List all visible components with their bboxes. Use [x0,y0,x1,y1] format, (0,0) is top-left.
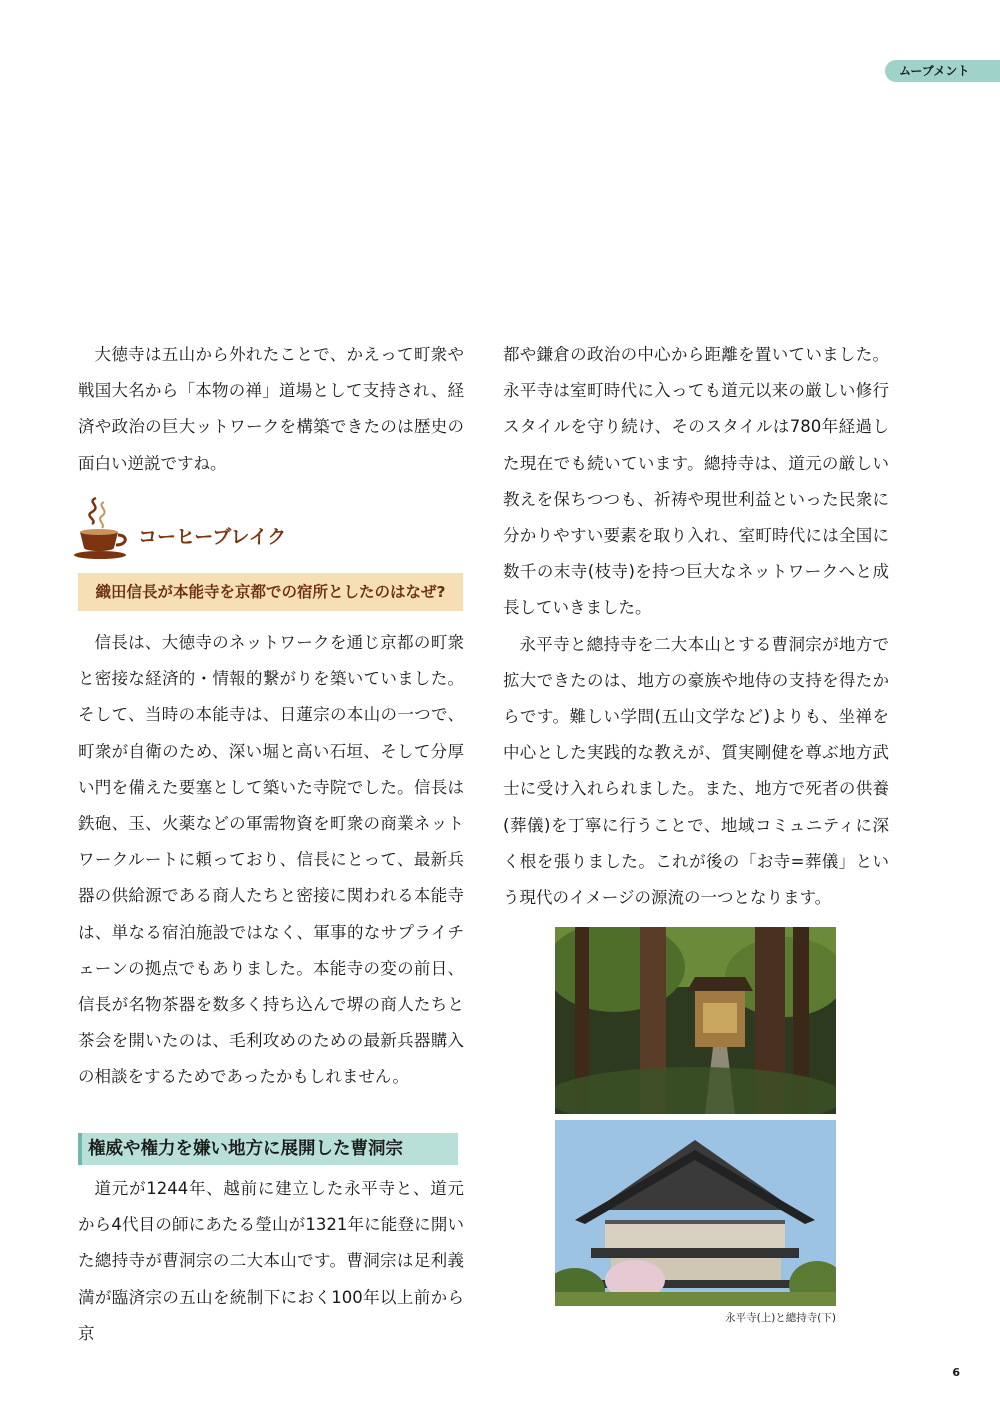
section-text [78,1171,464,1352]
answer-paragraph: 信長は、大徳寺のネットワークを通じ京都の町衆と密接な経済的・情報的繋がりを築いていました。そして、当時の本能寺は、日蓮宗の本山の一つで、町衆が自衛のため、深い堀と高い石垣、そして分厚い門を備えた要塞として築いた寺院でした。信長は鉄砲、玉、火薬などの軍需物資を町衆の商業ネットワークルートに頼っており、信長にとって、最新兵器の供給源である商人たちと密接に関われる本能寺は、単なる宿泊施設ではなく、軍事的なサプライチェーンの拠点でもありました。本能寺の変の前日、信長が名物茶器を数多く持ち込んで堺の商人たちと茶会を開いたのは、毛利攻めのための最新兵器購入の相談をするためであったかもしれません。 [78,633,464,1087]
section-heading: 権威や権力を嫌い地方に展開した曹洞宗 [78,1133,458,1165]
coffee-break-title: コーヒーブレイク [138,526,287,548]
question-box: 織田信長が本能寺を京都での宿所としたのはなぜ? [78,573,463,611]
coffee-cup-icon [72,494,134,560]
intro-paragraph: 大徳寺は五山から外れたことで、かえって町衆や戦国大名から「本物の禅」道場として支持され、経済や政治の巨大ットワークを構築できたのは歴史の面白い逆説ですね。 [78,345,464,473]
intro-text [78,337,464,482]
photo-caption: 永平寺(上)と總持寺(下) [725,1312,836,1324]
second-paragraph: 永平寺と總持寺を二大本山とする曹洞宗が地方で拡大できたのは、地方の豪族や地侍の支持を得たからです。難しい学問(五山文学など)よりも、坐禅を中心とした実践的な教えが、質実剛健を尊ぶ地方武士に受け入れられました。また、地方で死者の供養(葬儀)を丁寧に行うことで、地域コミュニティに深く根を張りました。これが後の「お寺=葬儀」という現代のイメージの源流の一つとなります。 [503,634,889,908]
right-column-text [503,337,889,916]
eiheiji-photo [555,927,836,1114]
answer-text [78,625,464,1096]
section-tab: ムーブメント [885,60,1000,82]
section-paragraph: 道元が1244年、越前に建立した永平寺と、道元から4代目の師にあたる瑩山が1321年に能登に開いた總持寺が曹洞宗の二大本山です。曹洞宗は足利義満が臨済宗の五山を統制下におく100年以上前から京 [78,1179,464,1343]
sojiji-photo [555,1120,836,1306]
coffee-break-heading [72,494,462,560]
continued-paragraph: 都や鎌倉の政治の中心から距離を置いていました。永平寺は室町時代に入っても道元以来の厳しい修行スタイルを守り続け、そのスタイルは780年経過した現在でも続いています。總持寺は、道元の厳しい教えを保ちつつも、祈祷や現世利益といった民衆に分かりやすい要素を取り入れ、室町時代には全国に数千の末寺(枝寺)を持つ巨大なネットワークへと成長していきました。 [503,345,889,618]
page-number: 6 [952,1366,960,1379]
